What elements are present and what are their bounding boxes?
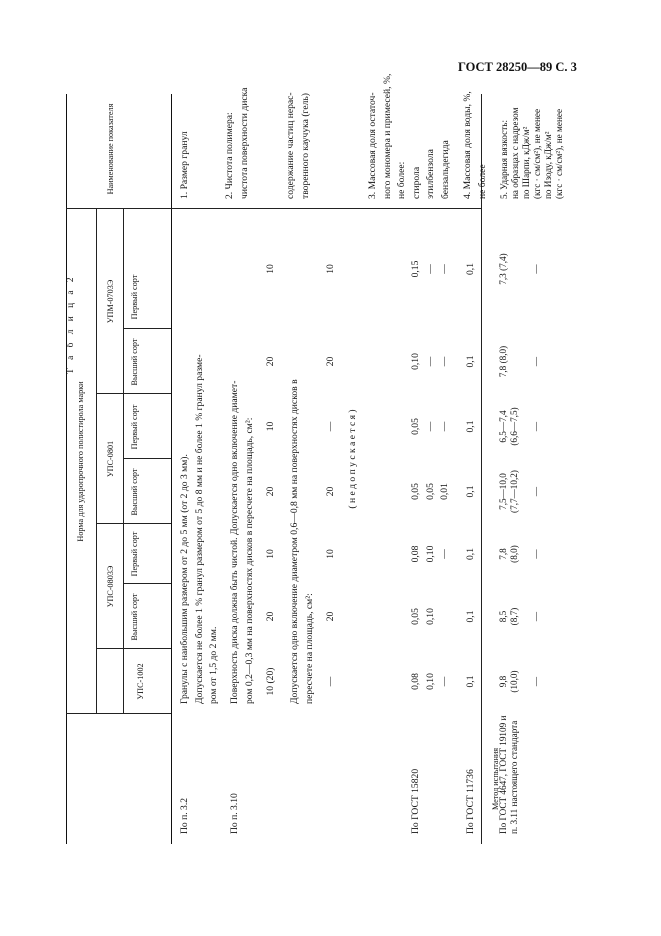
row-2b-val: 10 — [325, 264, 336, 274]
row-2b-text: Допускается одно включение диаметром 0,6—0,8 мм на поверхностях дисков в пересчете на площадь, см²: — [289, 379, 315, 704]
row-3-method: По ГОСТ 15820 — [410, 768, 421, 834]
row-2b-val: 20 — [325, 486, 336, 497]
table-top-border — [66, 94, 67, 844]
row-4-val: 0,1 — [465, 420, 476, 433]
grade-first: Первый сорт — [130, 404, 139, 450]
row-5-name: 5. Ударная вязкость: на образцах с надрезом по Шарпи, кДж/м² (кгс · см/см²), не менее по Изоду, кДж/м² (кгс · см/см²), не менее — [499, 107, 564, 199]
table-label: Т а б л и ц а 2 — [66, 274, 76, 374]
row-4-val: 0,1 — [465, 485, 476, 498]
col-name-header: Наименование показателя — [106, 103, 115, 195]
row-5-val: 7,3 (7,4) — — [498, 253, 541, 285]
row-2-text: Поверхность диска должна быть чистой. Допускается одно включение диамет- ром 0,2—0,3 мм на поверхностях дисков в пересчете на площадь, см²: — [229, 380, 255, 704]
row-2b-val: — — [325, 676, 336, 687]
row-5-val: 6,5—7,4 (6,6—7,5) — — [498, 407, 541, 446]
grade-sep-1 — [123, 583, 171, 584]
grade-top: Высший сорт — [130, 338, 139, 386]
row-2b-val: 20 — [325, 356, 336, 367]
row-4-val: 0,1 — [465, 263, 476, 275]
header-rule — [171, 94, 172, 844]
row-2b-val: 20 — [325, 611, 336, 622]
grade-first: Первый сорт — [130, 531, 139, 577]
norm-rule — [96, 209, 97, 714]
row-2b-val: — — [325, 421, 336, 432]
row-2-val: 10 — [265, 264, 276, 274]
row-4-val: 0,1 — [465, 548, 476, 560]
row-3-name: 3. Массовая доля остаточ- ного мономера и примесей, %, не более: стирола этилбензола бензальдегида — [367, 73, 451, 199]
row-5-val: 7,8 (8,0) — — [498, 545, 541, 563]
brand-ups-1002: УПС-1002 — [136, 663, 145, 700]
brand-rule — [123, 209, 124, 714]
row-4-name: 4. Массовая доля воды, %, не более — [462, 91, 488, 199]
row-1-name: 1. Размер гранул — [179, 131, 190, 199]
row-4-val: 0,1 — [465, 610, 476, 623]
col-method-header: Метод испытания — [491, 747, 500, 811]
row-2b-name: содержание частиц нерас- творенного каучука (гель) — [285, 92, 311, 199]
row-2-val: 10 — [265, 549, 276, 559]
row-2-method: По п. 3.10 — [229, 793, 240, 834]
brand-upm-0703e: УПМ-0703Э — [106, 279, 115, 324]
row-4-val: 0,1 — [465, 675, 476, 688]
row-5-method: По ГОСТ 4647, ГОСТ 19109 и п. 3.11 настоящего стандарта — [498, 715, 519, 834]
row-3-val: 0,05 — — — [410, 418, 450, 435]
not-allowed-note: ( н е д о п у с к а е т с я ) — [347, 409, 358, 509]
row-3-val: 0,08 0,10 — — [410, 673, 450, 690]
row-2-val: 20 — [265, 611, 276, 622]
row-5-val: 7,5—10,0 (7,7—10,2) — — [498, 470, 541, 513]
row-4-method: По ГОСТ 11736 — [465, 769, 476, 834]
row-3-val: 0,05 0,10 — [410, 608, 436, 625]
method-rule — [481, 94, 482, 844]
row-5-val: 9,8 (10,0) — — [498, 670, 541, 693]
grade-top: Высший сорт — [130, 593, 139, 641]
row-1-text: Гранулы с наибольшим размером от 2 до 5 мм (от 2 до 3 мм). Допускается не более 1 % гранул размером от 5 до 8 мм и не более 1 % гранул разме- ром от 1,5 до 2 мм. — [179, 354, 219, 704]
grade-sep-3 — [123, 328, 171, 329]
table-2 — [66, 24, 564, 844]
row-3-val: 0,05 0,05 0,01 — [410, 483, 450, 500]
row-1-method: По п. 3.2 — [179, 797, 190, 834]
row-3-val: 0,10 — — — [410, 353, 450, 370]
row-5-val: 8,5 (8,7) — — [498, 607, 541, 626]
row-2-val: 10 — [265, 421, 276, 432]
brand-ups-0801: УПС-0801 — [106, 440, 115, 478]
brand-ups-0803e: УПС-0803Э — [106, 565, 115, 608]
row-3-val: 0,08 0,10 — — [410, 545, 450, 563]
row-3-val: 0,15 — — — [410, 260, 450, 278]
row-2b-val: 10 — [325, 549, 336, 559]
grade-top: Высший сорт — [130, 468, 139, 516]
grade-first: Первый сорт — [130, 274, 139, 320]
grade-sep-2 — [123, 458, 171, 459]
row-2-val: 20 — [265, 486, 276, 497]
page-header: ГОСТ 28250—89 С. 3 — [458, 60, 577, 74]
row-5-val: 7,8 (8,0) — — [498, 345, 541, 378]
row-2-val: 20 — [265, 356, 276, 367]
col-norm-header: Норма для ударопрочного полистирола марки — [76, 381, 85, 542]
row-2-val: 10 (20) — [265, 667, 276, 696]
row-4-val: 0,1 — [465, 355, 476, 368]
row-2-name: 2. Чистота полимера: чистота поверхности диска — [224, 87, 250, 199]
